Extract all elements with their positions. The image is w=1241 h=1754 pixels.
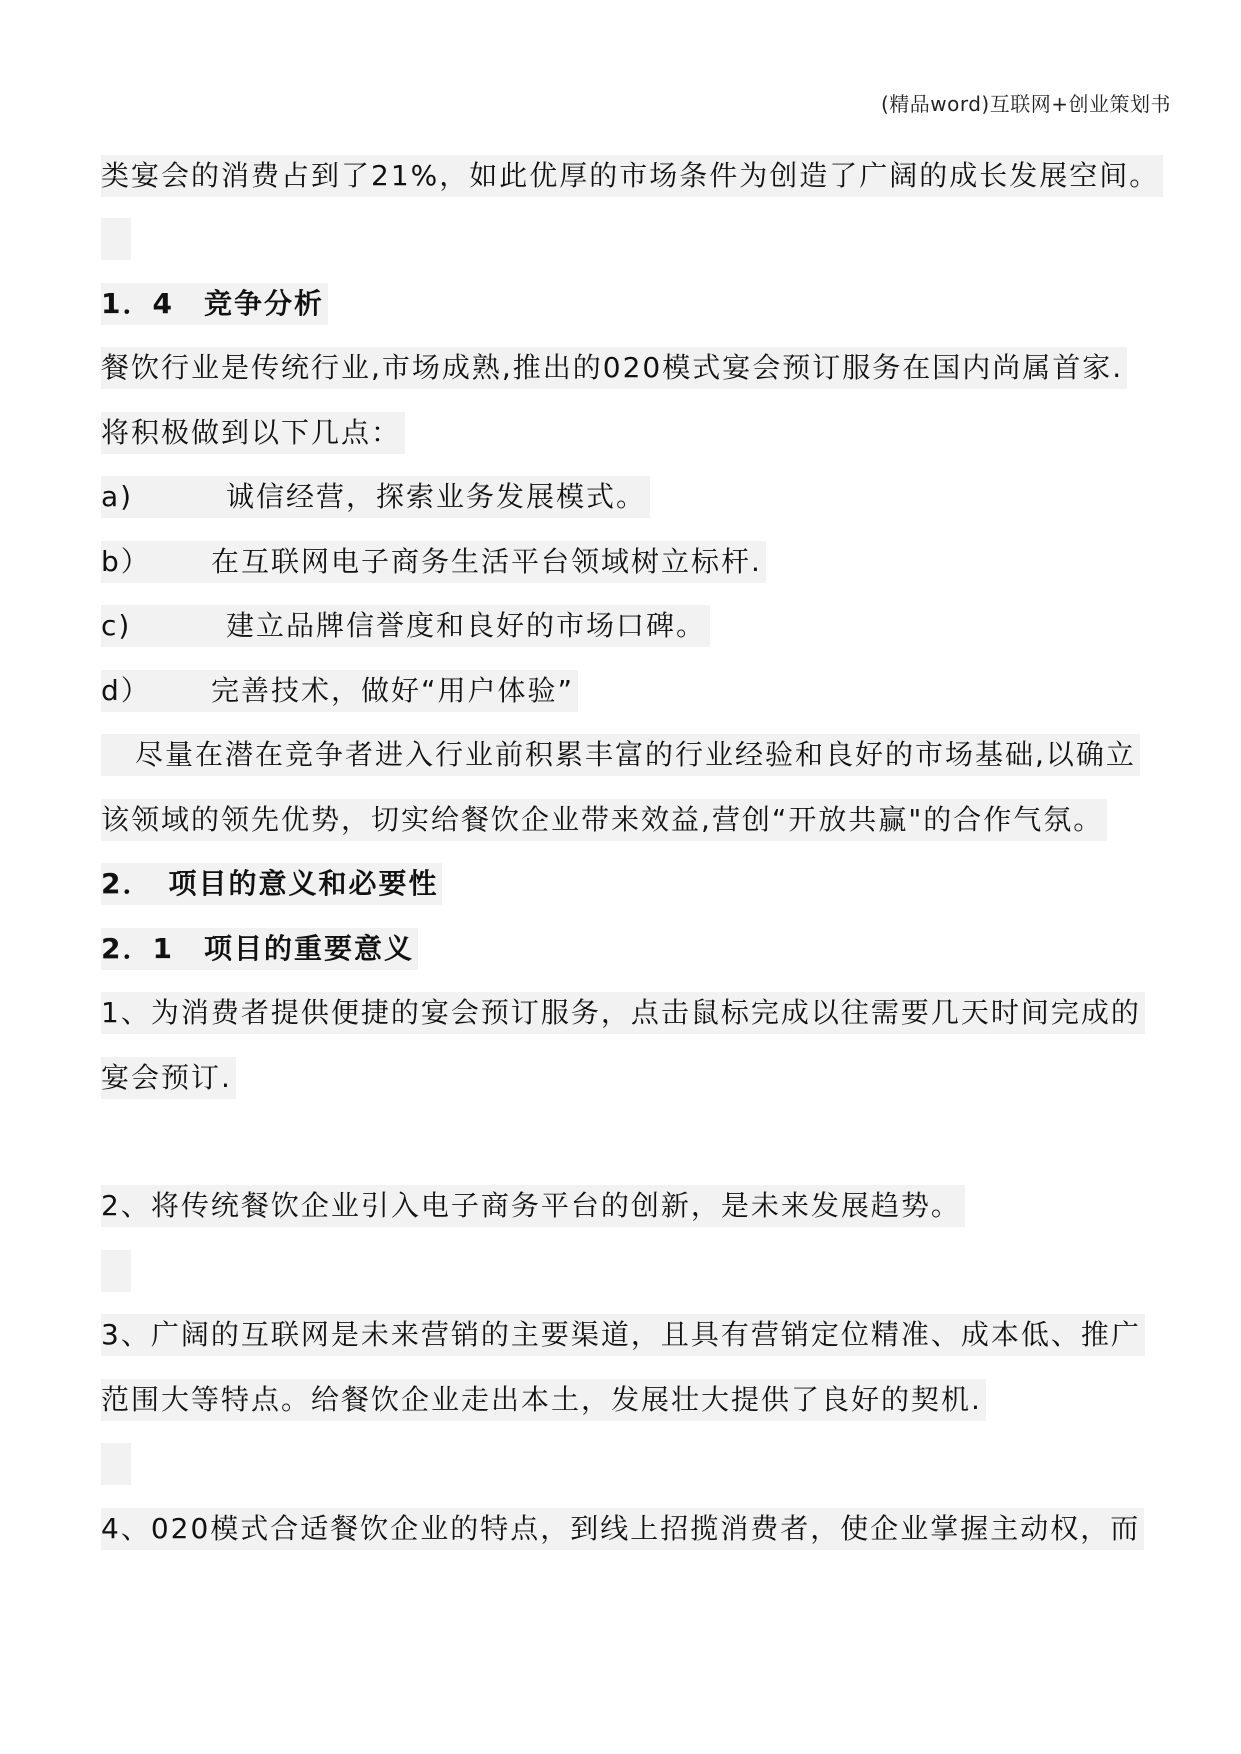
paragraph-line: 将积极做到以下几点： xyxy=(101,412,405,454)
empty-paragraph-marker xyxy=(101,1443,131,1485)
paragraph-line: 范围大等特点。给餐饮企业走出本土，发展壮大提供了良好的契机. xyxy=(101,1379,986,1421)
section-heading-2: 2． 项目的意义和必要性 xyxy=(101,863,442,905)
list-item-a xyxy=(101,476,650,518)
section-heading-1-4: 1．4 竞争分析 xyxy=(101,283,328,325)
paragraph-line: 4、020模式合适餐饮企业的特点，到线上招揽消费者，使企业掌握主动权，而 xyxy=(101,1508,1144,1550)
empty-paragraph-marker xyxy=(101,1250,131,1292)
paragraph-line: 尽量在潜在竞争者进入行业前积累丰富的行业经验和良好的市场基础,以确立 xyxy=(101,734,1140,776)
list-label: a) xyxy=(101,480,134,513)
section-heading-2-1: 2．1 项目的重要意义 xyxy=(101,928,418,970)
paragraph-line: 类宴会的消费占到了21%，如此优厚的市场条件为创造了广阔的成长发展空间。 xyxy=(101,155,1163,197)
list-label: c) xyxy=(101,609,132,642)
paragraph-line: 3、广阔的互联网是未来营销的主要渠道，且具有营销定位精准、成本低、推广 xyxy=(101,1314,1145,1356)
paragraph-line: 1、为消费者提供便捷的宴会预订服务，点击鼠标完成以往需要几天时间完成的 xyxy=(101,992,1145,1034)
list-text: 在互联网电子商务生活平台领域树立标杆. xyxy=(211,545,762,578)
list-text: 诚信经营，探索业务发展模式。 xyxy=(226,480,647,513)
page-header: (精品word)互联网+创业策划书 xyxy=(880,92,1171,116)
list-label: d） xyxy=(101,674,151,707)
list-text: 建立品牌信誉度和良好的市场口碑。 xyxy=(226,609,707,642)
list-item-d xyxy=(101,670,578,712)
empty-paragraph-marker xyxy=(101,218,131,260)
paragraph-line: 宴会预订. xyxy=(101,1057,236,1099)
list-item-b xyxy=(101,541,766,583)
list-text: 完善技术，做好“用户体验” xyxy=(211,674,575,707)
paragraph-line: 餐饮行业是传统行业,市场成熟,推出的020模式宴会预订服务在国内尚属首家. xyxy=(101,347,1127,389)
paragraph-line: 该领域的领先优势，切实给餐饮企业带来效益,营创“开放共赢"的合作气氛。 xyxy=(101,799,1107,841)
paragraph-line: 2、将传统餐饮企业引入电子商务平台的创新，是未来发展趋势。 xyxy=(101,1185,965,1227)
list-label: b） xyxy=(101,545,151,578)
list-item-c xyxy=(101,605,710,647)
